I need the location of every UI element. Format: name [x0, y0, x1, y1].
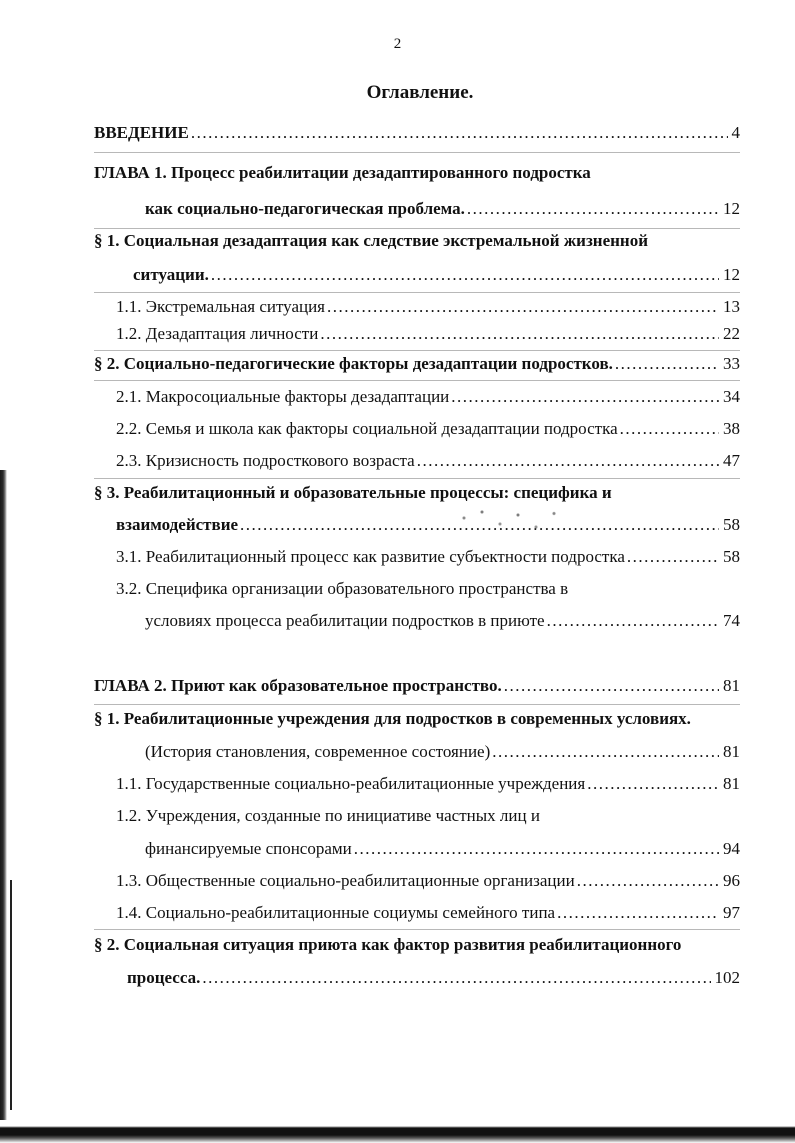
dot-leader: [502, 675, 719, 697]
toc-entry: [145, 610, 740, 632]
dot-leader: [325, 296, 719, 318]
toc-entry-title: § 3. Реабилитационный и образовательные процессы: специфика и: [94, 483, 612, 502]
toc-entry-title: ВВЕДЕНИЕ: [94, 123, 189, 142]
toc-entry-page: 58: [723, 515, 740, 534]
toc-entry-page: 34: [723, 387, 740, 406]
toc-entry: [94, 353, 740, 375]
toc-entry-page: 38: [723, 419, 740, 438]
dot-leader: [318, 323, 719, 345]
toc-entry: [116, 805, 540, 827]
toc-entry-title: ГЛАВА 1. Процесс реабилитации дезадаптированного подростка: [94, 163, 591, 182]
divider: [94, 292, 740, 293]
toc-entry-page: 22: [723, 324, 740, 343]
toc-entry-title: (История становления, современное состояние): [145, 742, 491, 761]
toc-entry-title: взаимодействие: [116, 515, 239, 534]
page-number: 2: [393, 36, 402, 52]
dot-leader: [209, 264, 719, 286]
dot-leader: [555, 902, 719, 924]
dot-leader: [490, 741, 719, 763]
toc-entry-title: 2.3. Кризисность подросткового возраста: [116, 451, 415, 470]
toc-entry: [94, 482, 612, 504]
dot-leader: [352, 838, 719, 860]
toc-entry: [133, 264, 740, 286]
toc-entry-title: 1.2. Дезадаптация личности: [116, 324, 319, 343]
dot-leader: [415, 450, 719, 472]
toc-entry-title: 1.4. Социально-реабилитационные социумы семейного типа: [116, 903, 556, 922]
dot-leader: [625, 546, 719, 568]
toc-entry-title: ГЛАВА 2. Приют как образовательное пространство.: [94, 676, 502, 695]
dot-leader: [449, 386, 719, 408]
toc-entry-title: § 1. Реабилитационные учреждения для подростков в современных условиях.: [94, 709, 691, 728]
toc-entry-page: 97: [723, 903, 740, 922]
toc-entry: [145, 838, 740, 860]
toc-entry-title: 2.2. Семья и школа как факторы социальной дезадаптации подростка: [116, 419, 618, 438]
dot-leader: [575, 870, 719, 892]
toc-entry: [116, 578, 568, 600]
toc-entry-title: как социально-педагогическая проблема.: [145, 199, 465, 218]
toc-entry-title: 3.2. Специфика организации образовательного пространства в: [116, 579, 569, 598]
divider: [94, 704, 740, 705]
divider: [94, 350, 740, 351]
dot-leader: [585, 773, 719, 795]
toc-entry: [116, 514, 740, 536]
toc-entry: [116, 546, 740, 568]
toc-entry: [127, 967, 740, 989]
toc-entry: [116, 296, 740, 318]
dot-leader: [465, 198, 719, 220]
toc-entry-title: финансируемые спонсорами: [145, 839, 352, 858]
toc-entry: [94, 122, 740, 144]
toc-entry: [116, 418, 740, 440]
toc-entry-title: условиях процесса реабилитации подростков в приюте: [145, 611, 545, 630]
divider: [94, 228, 740, 229]
toc-entry-page: 33: [723, 354, 740, 373]
toc-entry-title: 1.2. Учреждения, созданные по инициативе частных лиц и: [116, 806, 540, 825]
toc-entry-page: 47: [723, 451, 740, 470]
dot-leader: [618, 418, 719, 440]
dot-leader: [189, 122, 728, 144]
toc-entry-page: 81: [723, 676, 740, 695]
toc-entry: [94, 162, 591, 184]
toc-entry: [145, 198, 740, 220]
dot-leader: [613, 353, 719, 375]
toc-entry-title: ситуации.: [133, 265, 209, 284]
toc-entry: [116, 773, 740, 795]
toc-entry-title: 3.1. Реабилитационный процесс как развитие субъектности подростка: [116, 547, 625, 566]
toc-entry-title: 1.1. Государственные социально-реабилитационные учреждения: [116, 774, 586, 793]
toc-entry: [145, 741, 740, 763]
divider: [94, 478, 740, 479]
toc-entry-title: 2.1. Макросоциальные факторы дезадаптации: [116, 387, 450, 406]
toc-entry: [94, 708, 691, 730]
toc-entry: [116, 450, 740, 472]
toc-entry: [94, 934, 681, 956]
scan-noise: [452, 506, 572, 536]
toc-entry-title: § 2. Социальная ситуация приюта как фактор развития реабилитационного: [94, 935, 682, 954]
divider: [94, 380, 740, 381]
toc-entry-page: 58: [723, 547, 740, 566]
toc-entry: [116, 870, 740, 892]
toc-entry: [116, 323, 740, 345]
toc-entry-title: 1.3. Общественные социально-реабилитационные организации: [116, 871, 575, 890]
toc-entry-page: 94: [723, 839, 740, 858]
divider: [94, 929, 740, 930]
toc-entry-page: 13: [723, 297, 740, 316]
toc-entry-page: 81: [723, 774, 740, 793]
toc-entry: [94, 230, 648, 252]
toc-entry-title: § 2. Социально-педагогические факторы дезадаптации подростков.: [94, 354, 613, 373]
toc-entry-page: 4: [731, 123, 740, 142]
toc-entry-page: 102: [714, 968, 740, 987]
dot-leader: [200, 967, 710, 989]
toc-entry-page: 12: [723, 265, 740, 284]
toc-entry-title: § 1. Социальная дезадаптация как следствие экстремальной жизненной: [94, 231, 649, 250]
toc-title: Оглавление.: [366, 82, 474, 103]
toc-entry-page: 12: [723, 199, 740, 218]
toc-entry-page: 81: [723, 742, 740, 761]
toc-entry-title: процесса.: [127, 968, 201, 987]
divider: [94, 152, 740, 153]
toc-entry-title: 1.1. Экстремальная ситуация: [116, 297, 326, 316]
toc-entry-page: 96: [723, 871, 740, 890]
dot-leader: [545, 610, 719, 632]
toc-entry: [116, 902, 740, 924]
toc-entry-page: 74: [723, 611, 740, 630]
toc-entry: [94, 675, 740, 697]
toc-entry: [116, 386, 740, 408]
